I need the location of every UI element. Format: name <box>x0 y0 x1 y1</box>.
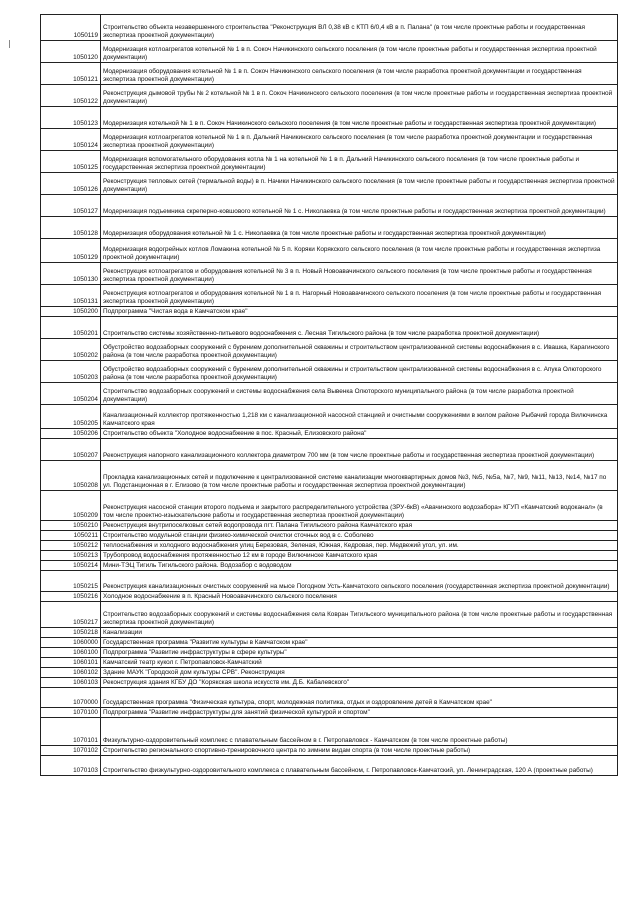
row-description: Реконструкция насосной станции второго подъема и закрытого распределительного устройства (ЗРУ-6кВ) «Авачинского водозабора» КГУП «Камчатский водоканал» (в том числе проектно-изыскательские работы и государственная экспертиза проектной документации) <box>101 491 618 521</box>
table-row <box>41 628 618 638</box>
row-description: Модернизация котлоагрегатов котельной № 1 в п. Сокоч Начикинского сельского поселения (в том числе проектные работы и государственная экспертиза проектной документации) <box>101 41 618 63</box>
table-row <box>41 15 618 41</box>
table-row <box>41 41 618 63</box>
row-description: Реконструкция канализационных очистных сооружений на мысе Погодном Усть-Камчатского сельского поселения (государственная экспертиза проектной документации) <box>101 571 618 592</box>
row-description: Строительство объекта "Холодное водоснабжение в пос. Красный, Елизовского района" <box>101 429 618 439</box>
row-code: 1050212 <box>41 541 101 551</box>
table-row <box>41 217 618 239</box>
row-code: 1050131 <box>41 285 101 307</box>
table-row <box>41 718 618 746</box>
table-row <box>41 307 618 317</box>
table-row <box>41 602 618 628</box>
table-row <box>41 151 618 173</box>
row-code: 1050200 <box>41 307 101 317</box>
row-description: Подпрограмма "Развитие инфраструктуры в сфере культуры" <box>101 648 618 658</box>
row-code: 1060100 <box>41 648 101 658</box>
table-row <box>41 107 618 129</box>
table-row <box>41 688 618 708</box>
table-row <box>41 129 618 151</box>
row-description: теплоснабжения и холодного водоснабжения улиц Березовая, Зеленая, Южная, Кедровая, пер. Медвежий угол, ул. им. <box>101 541 618 551</box>
row-code: 1060000 <box>41 638 101 648</box>
row-code: 1050211 <box>41 531 101 541</box>
row-code: 1050125 <box>41 151 101 173</box>
row-code: 1070102 <box>41 746 101 756</box>
row-description: Строительство регионального спортивно-тренировочного центра по зимним видам спорта (в том числе проектные работы) <box>101 746 618 756</box>
table-row <box>41 461 618 491</box>
row-description: Реконструкция внутрипоселковых сетей водопровода пгт. Палана Тигильского района Камчатского края <box>101 521 618 531</box>
row-code: 1060103 <box>41 678 101 688</box>
table-row <box>41 648 618 658</box>
row-description: Модернизация котлоагрегатов котельной № 1 в п. Дальний Начикинского сельского поселения (в том числе разработка проектной документации и государственная экспертиза проектной документации) <box>101 129 618 151</box>
table-row <box>41 531 618 541</box>
row-description: Прокладка канализационных сетей и подключение к централизованной системе канализации многоквартирных домов №3, №5, №5а, №7, №9, №11, №13, №14, №17 по ул. Подстанционная в г. Елизово (в том числе проектные работы и государственная экспертиза проектной документации) <box>101 461 618 491</box>
row-description: Реконструкция котлоагрегатов и оборудования котельной № 3 в п. Новый Новоавачинского сельского поселения (в том числе проектные работы и государственная экспертиза проектной документации) <box>101 263 618 285</box>
row-description: Реконструкция здания КГБУ ДО "Корякская школа искусств им. Д.Б. Кабалевского" <box>101 678 618 688</box>
row-description: Модернизация оборудования котельной № 1 в п. Сокоч Начикинского сельского поселения (в том числе разработка проектной документации и государственная экспертиза проектной документации) <box>101 63 618 85</box>
row-description: Строительство объекта незавершенного строительства "Реконструкция ВЛ 0,38 кВ с КТП 6/0,4 кВ в п. Палана" (в том числе проектные работы и государственная экспертиза проектной документации) <box>101 15 618 41</box>
table-row <box>41 756 618 776</box>
row-code: 1050122 <box>41 85 101 107</box>
row-description: Модернизация водогрейных котлов Ломакина котельной № 5 п. Коряки Корякского сельского поселения (в том числе проектные работы и государственная экспертиза проектной документации) <box>101 239 618 263</box>
table-row <box>41 285 618 307</box>
row-code: 1050213 <box>41 551 101 561</box>
row-description: Здание МАУК "Городской дом культуры СРВ". Реконструкция <box>101 668 618 678</box>
row-code: 1050123 <box>41 107 101 129</box>
row-code: 1050203 <box>41 361 101 383</box>
table-row <box>41 263 618 285</box>
row-description: Подпрограмма "Чистая вода в Камчатском крае" <box>101 307 618 317</box>
table-row <box>41 85 618 107</box>
table-row <box>41 521 618 531</box>
row-description: Канализационный коллектор протяженностью 1,218 км с канализационной насосной станцией и очистными сооружениями в жилом районе Рыбачий города Вилючинска Камчатского края <box>101 405 618 429</box>
row-description: Строительство водозаборных сооружений и системы водоснабжения села Вывенка Олюторского муниципального района (в том числе разработка проектной документации) <box>101 383 618 405</box>
table-row <box>41 551 618 561</box>
table-row <box>41 678 618 688</box>
row-code: 1050127 <box>41 195 101 217</box>
row-code: 1050205 <box>41 405 101 429</box>
row-description: Мини-ТЭЦ Тигиль Тигильского района. Водозабор с водоводом <box>101 561 618 571</box>
row-description: Государственная программа "Развитие культуры в Камчатском крае" <box>101 638 618 648</box>
row-description: Обустройство водозаборных сооружений с бурением дополнительной скважины и строительством централизованной системы водоснабжения в с. Апука Олюторского района (в том числе разработка проектной документации) <box>101 361 618 383</box>
row-code: 1050204 <box>41 383 101 405</box>
row-code: 1050124 <box>41 129 101 151</box>
table-row <box>41 638 618 648</box>
row-description: Модернизация вспомогательного оборудования котла № 1 на котельной № 1 в п. Дальний Начикинского сельского поселения (в том числе проектные работы и государственная экспертиза проектной документации) <box>101 151 618 173</box>
table-row <box>41 339 618 361</box>
row-description: Физкультурно-оздоровительный комплекс с плавательным бассейном в г. Петропавловск - Камчатском (в том числе проектные работы) <box>101 718 618 746</box>
row-code: 1050209 <box>41 491 101 521</box>
row-description: Строительство системы хозяйственно-питьевого водоснабжения с. Лесная Тигильского района (в том числе разработка проектной документации) <box>101 317 618 339</box>
row-description: Государственная программа "Физическая культура, спорт, молодежная политика, отдых и оздоровление детей в Камчатском крае" <box>101 688 618 708</box>
row-code: 1050215 <box>41 571 101 592</box>
table-row <box>41 708 618 718</box>
row-description: Строительство модульной станции физико-химической очистки сточных вод в с. Соболево <box>101 531 618 541</box>
row-description: Модернизация подъемника скреперно-ковшового котельной № 1 с. Николаевка (в том числе проектные работы и государственная экспертиза проектной документации) <box>101 195 618 217</box>
row-code: 1050126 <box>41 173 101 195</box>
table-row <box>41 439 618 461</box>
table-row <box>41 561 618 571</box>
row-code: 1050206 <box>41 429 101 439</box>
row-code: 1050130 <box>41 263 101 285</box>
row-description: Подпрограмма "Развитие инфраструктуры для занятий физической культурой и спортом" <box>101 708 618 718</box>
row-code: 1070101 <box>41 718 101 746</box>
row-description: Канализации <box>101 628 618 638</box>
row-code: 1050214 <box>41 561 101 571</box>
row-code: 1070100 <box>41 708 101 718</box>
table-row <box>41 317 618 339</box>
table-row <box>41 429 618 439</box>
table-row <box>41 195 618 217</box>
row-code: 1070103 <box>41 756 101 776</box>
row-code: 1050129 <box>41 239 101 263</box>
row-code: 1060101 <box>41 658 101 668</box>
table-row <box>41 63 618 85</box>
table-row <box>41 239 618 263</box>
row-code: 1060102 <box>41 668 101 678</box>
row-description: Реконструкция напорного канализационного коллектора диаметром 700 мм (в том числе проектные работы и государственная экспертиза проектной документации) <box>101 439 618 461</box>
row-code: 1050207 <box>41 439 101 461</box>
table-row <box>41 491 618 521</box>
row-code: 1050210 <box>41 521 101 531</box>
table-row <box>41 592 618 602</box>
row-code: 1050121 <box>41 63 101 85</box>
row-code: 1050217 <box>41 602 101 628</box>
budget-code-table <box>40 14 618 776</box>
table-row <box>41 405 618 429</box>
row-code: 1050208 <box>41 461 101 491</box>
document-page <box>40 14 618 776</box>
row-code: 1050216 <box>41 592 101 602</box>
row-description: Реконструкция дымовой трубы № 2 котельной № 1 в п. Сокоч Начикинского сельского поселения (в том числе проектные работы и государственная экспертиза проектной документации) <box>101 85 618 107</box>
row-description: Холодное водоснабжение в п. Красный Новоавачинского сельского поселения <box>101 592 618 602</box>
row-description: Реконструкция тепловых сетей (термальной воды) в п. Начики Начикинского сельского поселения (в том числе проектные работы и государственная экспертиза проектной документации) <box>101 173 618 195</box>
table-row <box>41 668 618 678</box>
table-row <box>41 361 618 383</box>
row-description: Строительство водозаборных сооружений и системы водоснабжения села Ковран Тигильского муниципального района (в том числе проектные работы и государственная экспертиза проектной документации) <box>101 602 618 628</box>
row-description: Реконструкция котлоагрегатов и оборудования котельной № 1 в п. Нагорный Новоавачинского сельского поселения (в том числе проектные работы и государственная экспертиза проектной документации) <box>101 285 618 307</box>
table-row <box>41 658 618 668</box>
table-row <box>41 541 618 551</box>
row-code: 1050120 <box>41 41 101 63</box>
row-description: Обустройство водозаборных сооружений с бурением дополнительной скважины и строительством централизованной системы водоснабжения в с. Ивашка, Карагинского района (в том числе разработка проектной документации) <box>101 339 618 361</box>
row-code: 1050218 <box>41 628 101 638</box>
row-description: Трубопровод водоснабжения протяженностью 12 км в городе Вилючинске Камчатского края <box>101 551 618 561</box>
table-row <box>41 746 618 756</box>
row-code: 1050119 <box>41 15 101 41</box>
row-description: Модернизация котельной № 1 в п. Сокоч Начикинского сельского поселения (в том числе проектные работы и государственная экспертиза проектной документации) <box>101 107 618 129</box>
margin-mark <box>9 40 10 48</box>
table-row <box>41 383 618 405</box>
table-row <box>41 173 618 195</box>
row-code: 1050201 <box>41 317 101 339</box>
row-code: 1050128 <box>41 217 101 239</box>
table-row <box>41 571 618 592</box>
row-description: Строительство физкультурно-оздоровительного комплекса с плавательным бассейном, г. Петропавловск-Камчатский, ул. Ленинградская, 120 А (проектные работы) <box>101 756 618 776</box>
row-description: Камчатский театр кукол г. Петропавловск-Камчатский <box>101 658 618 668</box>
row-code: 1050202 <box>41 339 101 361</box>
row-code: 1070000 <box>41 688 101 708</box>
row-description: Модернизация оборудования котельной № 1 с. Николаевка (в том числе проектные работы и государственная экспертиза проектной документации) <box>101 217 618 239</box>
